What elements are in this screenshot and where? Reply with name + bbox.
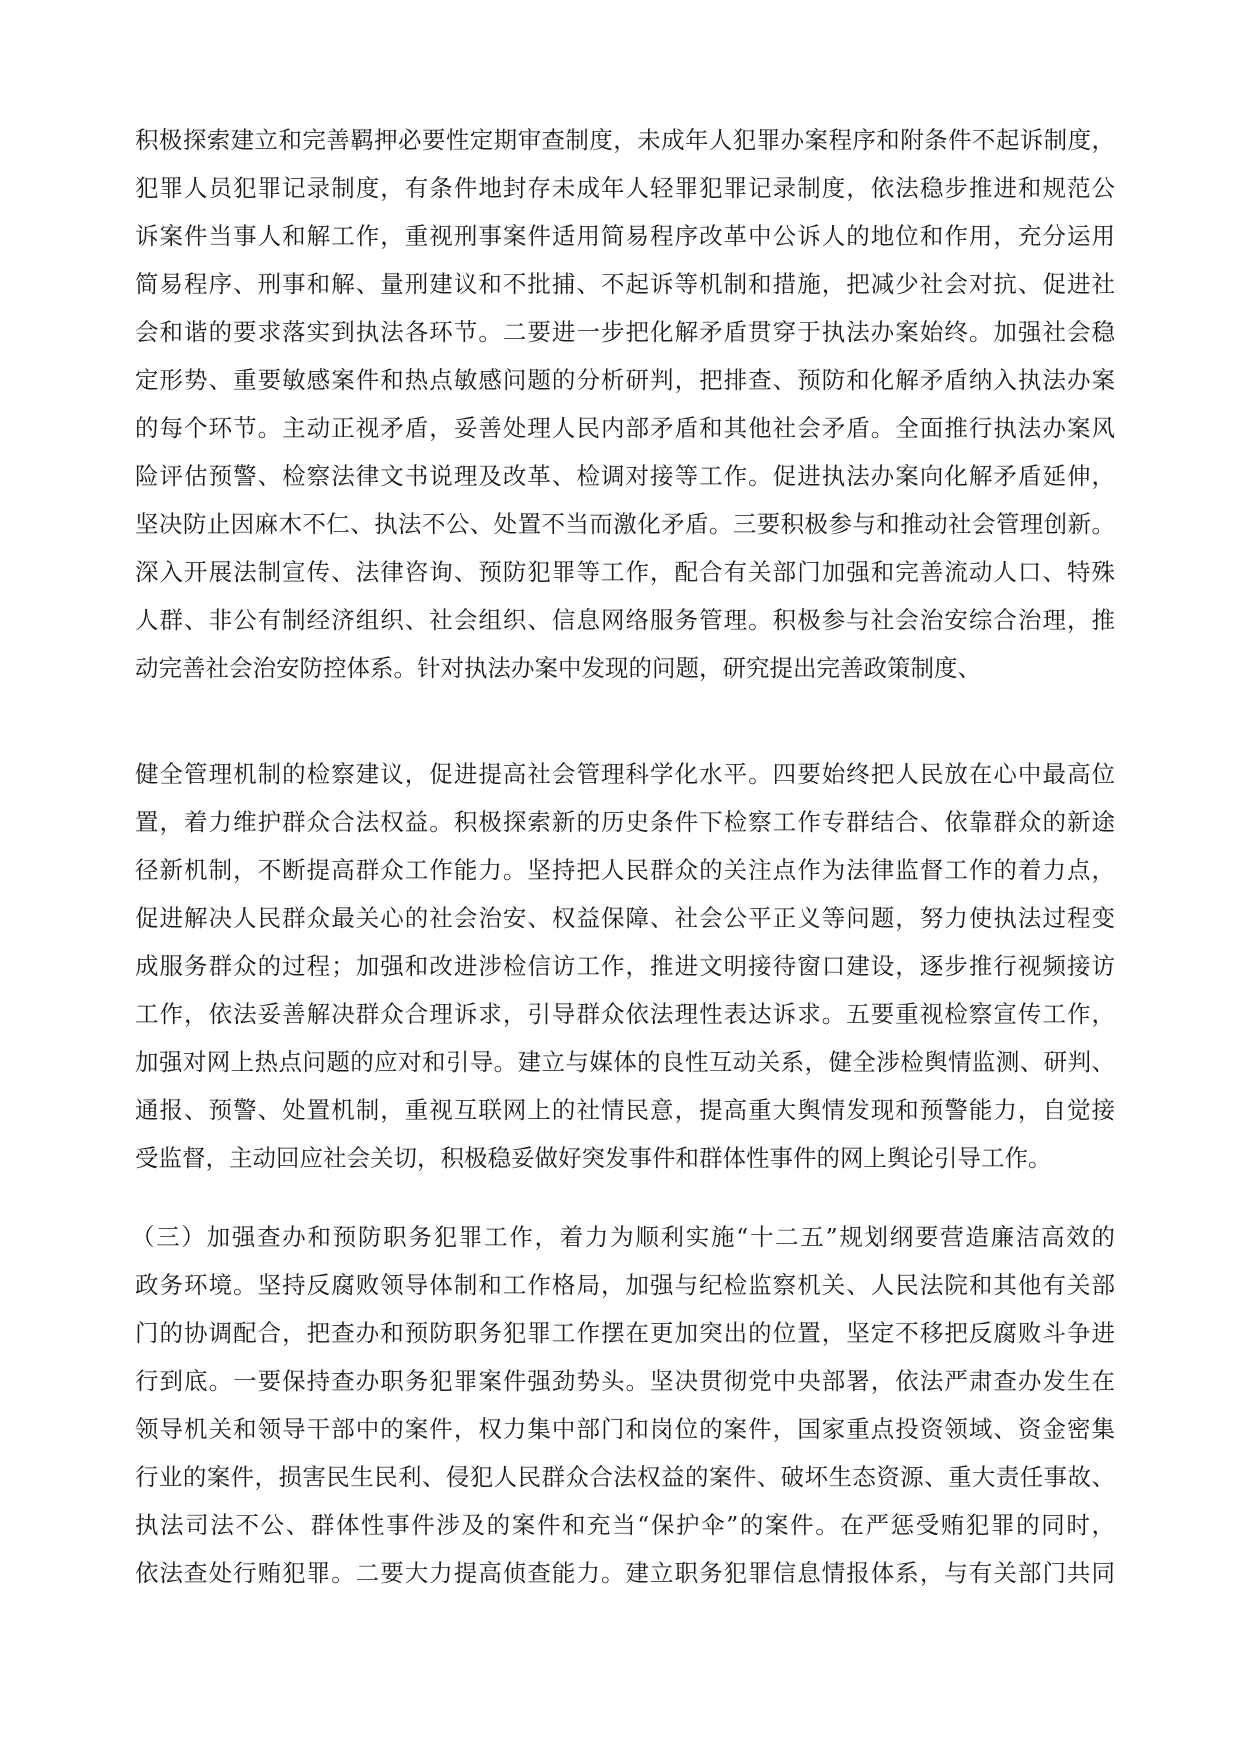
text-line: 积极探索建立和完善羁押必要性定期审查制度，未成年人犯罪办案程序和附条件不起诉制度， [135,126,1115,154]
text-line: 门的协调配合，把查办和预防职务犯罪工作摆在更加突出的位置，坚定不移把反腐败斗争进 [135,1319,1115,1347]
text-line: 通报、预警、处置机制，重视互联网上的社情民意，提高重大舆情发现和预警能力，自觉接 [135,1096,1115,1124]
text-line: 动完善社会治安防控体系。针对执法办案中发现的问题，研究提出完善政策制度、 [135,654,981,682]
text-line: （三）加强查办和预防职务犯罪工作，着力为顺利实施“十二五”规划纲要营造廉洁高效的 [131,1223,1115,1251]
text-line: 工作，依法妥善解决群众合理诉求，引导群众依法理性表达诉求。五要重视检察宣传工作， [135,1000,1115,1028]
text-line: 险评估预警、检察法律文书说理及改革、检调对接等工作。促进执法办案向化解矛盾延伸， [135,462,1115,490]
paragraph-2 [135,750,1115,1182]
text-line: 行到底。一要保持查办职务犯罪案件强劲势头。坚决贯彻党中央部署，依法严肃查办发生在 [135,1367,1115,1395]
text-line: 径新机制，不断提高群众工作能力。坚持把人民群众的关注点作为法律监督工作的着力点， [135,856,1115,884]
text-line: 人群、非公有制经济组织、社会组织、信息网络服务管理。积极参与社会治安综合治理，推 [135,606,1115,634]
text-line: 的每个环节。主动正视矛盾，妥善处理人民内部矛盾和其他社会矛盾。全面推行执法办案风 [135,414,1115,442]
text-line: 犯罪人员犯罪记录制度，有条件地封存未成年人轻罪犯罪记录制度，依法稳步推进和规范公 [135,174,1115,202]
text-line: 受监督，主动回应社会关切，积极稳妥做好突发事件和群体性事件的网上舆论引导工作。 [135,1144,1052,1172]
text-line: 置，着力维护群众合法权益。积极探索新的历史条件下检察工作专群结合、依靠群众的新途 [135,808,1115,836]
text-line: 健全管理机制的检察建议，促进提高社会管理科学化水平。四要始终把人民放在心中最高位 [135,760,1115,788]
text-line: 政务环境。坚持反腐败领导体制和工作格局，加强与纪检监察机关、人民法院和其他有关部 [135,1271,1115,1299]
text-line: 加强对网上热点问题的应对和引导。建立与媒体的良性互动关系，健全涉检舆情监测、研判、 [135,1048,1115,1076]
text-line: 简易程序、刑事和解、量刑建议和不批捕、不起诉等机制和措施，把减少社会对抗、促进社 [135,270,1115,298]
text-line: 行业的案件，损害民生民利、侵犯人民群众合法权益的案件、破坏生态资源、重大责任事故、 [135,1463,1115,1491]
text-line: 依法查处行贿犯罪。二要大力提高侦查能力。建立职务犯罪信息情报体系，与有关部门共同 [135,1559,1115,1587]
text-line: 会和谐的要求落实到执法各环节。二要进一步把化解矛盾贯穿于执法办案始终。加强社会稳 [135,318,1115,346]
paragraph-3 [131,1213,1115,1597]
text-line: 领导机关和领导干部中的案件，权力集中部门和岗位的案件，国家重点投资领域、资金密集 [135,1415,1115,1443]
text-line: 深入开展法制宣传、法律咨询、预防犯罪等工作，配合有关部门加强和完善流动人口、特殊 [135,558,1115,586]
text-line: 坚决防止因麻木不仁、执法不公、处置不当而激化矛盾。三要积极参与和推动社会管理创新。 [135,510,1115,538]
text-line: 成服务群众的过程；加强和改进涉检信访工作，推进文明接待窗口建设，逐步推行视频接访 [135,952,1115,980]
text-line: 定形势、重要敏感案件和热点敏感问题的分析研判，把排查、预防和化解矛盾纳入执法办案 [135,366,1115,394]
paragraph-1 [135,116,1115,692]
text-line: 促进解决人民群众最关心的社会治安、权益保障、社会公平正义等问题，努力使执法过程变 [135,904,1115,932]
text-line: 执法司法不公、群体性事件涉及的案件和充当“保护伞”的案件。在严惩受贿犯罪的同时， [135,1511,1115,1539]
text-line: 诉案件当事人和解工作，重视刑事案件适用简易程序改革中公诉人的地位和作用，充分运用 [135,222,1115,250]
